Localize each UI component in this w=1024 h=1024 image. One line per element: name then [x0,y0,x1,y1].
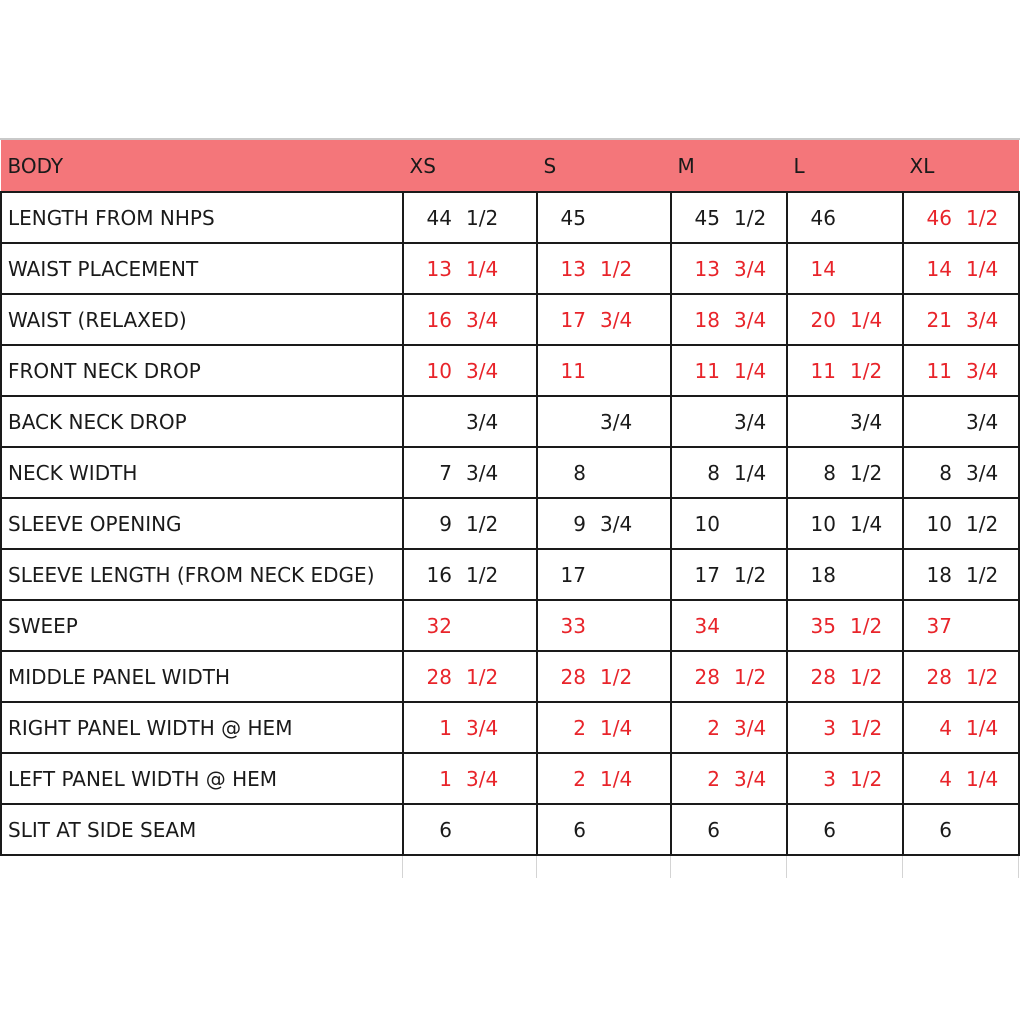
header-row [1,140,1019,192]
whole-inches: 17 [560,562,586,587]
value-cell-xl[interactable] [903,396,1019,447]
table-row [1,192,1019,243]
value-cell-xs[interactable] [403,804,537,855]
row-label-cell[interactable]: FRONT NECK DROP [1,345,403,396]
measurement-value [404,805,536,854]
value-cell-l[interactable] [787,651,903,702]
value-cell-s[interactable] [537,549,671,600]
measurement-value [788,193,902,242]
measurement-value [904,805,1018,854]
measurement-value [672,601,786,650]
whole-inches: 4 [939,766,952,791]
fraction-inches: 1/2 [466,562,499,587]
fraction-inches: 1/4 [966,256,999,281]
whole-inches: 8 [823,460,836,485]
row-label-cell[interactable]: WAIST (RELAXED) [1,294,403,345]
fraction-inches: 1/2 [466,511,499,536]
spec-sheet [0,138,1024,878]
whole-inches: 46 [810,205,836,230]
value-cell-s[interactable] [537,243,671,294]
whole-inches: 2 [707,766,720,791]
whole-inches: 14 [810,256,836,281]
measurement-value [672,652,786,701]
measurement-value [672,295,786,344]
measurement-value [672,397,786,446]
value-cell-xs[interactable] [403,192,537,243]
fraction-inches: 3/4 [600,511,633,536]
measurement-value [904,397,1018,446]
whole-inches: 21 [926,307,952,332]
measurement-value [788,601,902,650]
table-row [1,498,1019,549]
whole-inches: 13 [426,256,452,281]
whole-inches: 37 [926,613,952,638]
measurement-value [788,499,902,548]
value-cell-l[interactable] [787,600,903,651]
whole-inches: 18 [810,562,836,587]
value-cell-xs[interactable] [403,600,537,651]
measurement-value [404,346,536,395]
whole-inches: 28 [426,664,452,689]
measurement-value [788,754,902,803]
fraction-inches: 1/2 [600,664,633,689]
measurement-value [672,193,786,242]
value-cell-xs[interactable] [403,651,537,702]
whole-inches: 13 [560,256,586,281]
table-row [1,702,1019,753]
whole-inches: 17 [560,307,586,332]
measurement-value [538,397,670,446]
value-cell-xl[interactable] [903,804,1019,855]
value-cell-xl[interactable] [903,447,1019,498]
measurement-value [538,601,670,650]
fraction-inches: 1/4 [600,715,633,740]
whole-inches: 45 [694,205,720,230]
whole-inches: 46 [926,205,952,230]
fraction-inches: 1/2 [734,205,767,230]
whole-inches: 28 [926,664,952,689]
fraction-inches: 3/4 [466,715,499,740]
whole-inches: 14 [926,256,952,281]
value-cell-xl[interactable] [903,243,1019,294]
measurement-value [672,499,786,548]
measurement-value [672,448,786,497]
whole-inches: 16 [426,307,452,332]
header-cell-xl[interactable]: XL [903,140,1019,192]
fraction-inches: 1/2 [850,613,883,638]
measurement-value [672,754,786,803]
measurement-value [788,397,902,446]
table-row [1,549,1019,600]
whole-inches: 3 [823,766,836,791]
value-cell-s[interactable] [537,396,671,447]
value-cell-l[interactable] [787,702,903,753]
whole-inches: 9 [439,511,452,536]
value-cell-m[interactable] [671,447,787,498]
whole-inches: 11 [926,358,952,383]
value-cell-xs[interactable] [403,294,537,345]
value-cell-s[interactable] [537,804,671,855]
whole-inches: 17 [694,562,720,587]
whole-inches: 10 [694,511,720,536]
measurement-value [672,346,786,395]
value-cell-xl[interactable] [903,702,1019,753]
row-label-cell[interactable]: SLEEVE OPENING [1,498,403,549]
table-row [1,651,1019,702]
measurement-value [538,703,670,752]
whole-inches: 32 [426,613,452,638]
fraction-inches: 1/2 [734,664,767,689]
header-cell-m[interactable]: M [671,140,787,192]
measurement-value [904,601,1018,650]
fraction-inches: 3/4 [966,460,999,485]
value-cell-xl[interactable] [903,651,1019,702]
row-label-cell[interactable]: NECK WIDTH [1,447,403,498]
row-label-cell[interactable]: WAIST PLACEMENT [1,243,403,294]
row-label-cell[interactable]: LEFT PANEL WIDTH @ HEM [1,753,403,804]
whole-inches: 6 [707,817,720,842]
value-cell-s[interactable] [537,702,671,753]
fraction-inches: 1/2 [600,256,633,281]
value-cell-l[interactable] [787,753,903,804]
fraction-inches: 1/2 [734,562,767,587]
measurement-value [404,244,536,293]
measurement-value [904,499,1018,548]
value-cell-m[interactable] [671,396,787,447]
measurement-value [904,703,1018,752]
fraction-inches: 3/4 [734,409,767,434]
measurement-value [538,244,670,293]
measurement-value [672,805,786,854]
value-cell-l[interactable] [787,804,903,855]
measurement-value [538,805,670,854]
value-cell-l[interactable] [787,192,903,243]
measurement-value [788,550,902,599]
whole-inches: 7 [439,460,452,485]
whole-inches: 16 [426,562,452,587]
table-body [1,192,1019,855]
value-cell-l[interactable] [787,396,903,447]
measurement-value [904,244,1018,293]
table-row [1,804,1019,855]
measurement-value [672,244,786,293]
fraction-inches: 1/4 [966,715,999,740]
fraction-inches: 3/4 [466,358,499,383]
whole-inches: 3 [823,715,836,740]
value-cell-m[interactable] [671,651,787,702]
header-cell-xs[interactable]: XS [403,140,537,192]
row-label-cell[interactable]: LENGTH FROM NHPS [1,192,403,243]
value-cell-m[interactable] [671,294,787,345]
value-cell-l[interactable] [787,294,903,345]
measurement-value [538,499,670,548]
measurement-value [404,550,536,599]
fraction-inches: 1/2 [966,664,999,689]
measurement-value [904,448,1018,497]
value-cell-m[interactable] [671,753,787,804]
value-cell-l[interactable] [787,447,903,498]
row-label-cell[interactable]: RIGHT PANEL WIDTH @ HEM [1,702,403,753]
value-cell-s[interactable] [537,447,671,498]
fraction-inches: 1/4 [600,766,633,791]
fraction-inches: 1/2 [850,358,883,383]
value-cell-xl[interactable] [903,753,1019,804]
value-cell-xl[interactable] [903,192,1019,243]
value-cell-xs[interactable] [403,243,537,294]
measurement-value [904,193,1018,242]
value-cell-xl[interactable] [903,549,1019,600]
whole-inches: 4 [939,715,952,740]
fraction-inches: 3/4 [466,307,499,332]
fraction-inches: 1/2 [850,715,883,740]
fraction-inches: 3/4 [734,307,767,332]
gridline [402,856,403,878]
measurement-value [538,550,670,599]
value-cell-xs[interactable] [403,702,537,753]
measurement-value [788,652,902,701]
row-label-cell[interactable]: MIDDLE PANEL WIDTH [1,651,403,702]
header-cell-s[interactable]: S [537,140,671,192]
whole-inches: 11 [560,358,586,383]
value-cell-m[interactable] [671,498,787,549]
gridline [670,856,671,878]
measurement-value [538,652,670,701]
fraction-inches: 1/2 [966,562,999,587]
whole-inches: 10 [810,511,836,536]
value-cell-xl[interactable] [903,345,1019,396]
measurement-value [788,703,902,752]
measurement-value [404,499,536,548]
value-cell-xs[interactable] [403,753,537,804]
measurement-value [788,295,902,344]
value-cell-l[interactable] [787,345,903,396]
value-cell-s[interactable] [537,600,671,651]
fraction-inches: 1/2 [466,664,499,689]
measurement-value [404,448,536,497]
value-cell-m[interactable] [671,702,787,753]
row-label-cell[interactable]: SLIT AT SIDE SEAM [1,804,403,855]
fraction-inches: 3/4 [966,307,999,332]
fraction-inches: 3/4 [600,409,633,434]
value-cell-s[interactable] [537,753,671,804]
whole-inches: 6 [573,817,586,842]
row-label-cell[interactable]: SWEEP [1,600,403,651]
whole-inches: 1 [439,715,452,740]
measurement-value [404,652,536,701]
whole-inches: 8 [707,460,720,485]
whole-inches: 44 [426,205,452,230]
measurement-value [538,346,670,395]
measurement-value [672,703,786,752]
measurement-value [538,754,670,803]
whole-inches: 28 [560,664,586,689]
fraction-inches: 1/2 [966,511,999,536]
measurement-value [538,448,670,497]
measurement-value [538,193,670,242]
gridline [1018,856,1019,878]
gridline [786,856,787,878]
gridline [536,856,537,878]
whole-inches: 18 [926,562,952,587]
whole-inches: 35 [810,613,836,638]
measurement-value [904,754,1018,803]
header-cell-l[interactable]: L [787,140,903,192]
measurement-value [904,652,1018,701]
header-cell-body[interactable]: BODY [1,140,403,192]
size-spec-table [0,140,1020,856]
measurement-value [672,550,786,599]
gridline [902,856,903,878]
value-cell-s[interactable] [537,345,671,396]
measurement-value [788,346,902,395]
whole-inches: 2 [707,715,720,740]
value-cell-s[interactable] [537,192,671,243]
whole-inches: 2 [573,766,586,791]
measurement-value [404,193,536,242]
fraction-inches: 3/4 [466,460,499,485]
value-cell-xl[interactable] [903,600,1019,651]
whole-inches: 45 [560,205,586,230]
value-cell-m[interactable] [671,600,787,651]
value-cell-m[interactable] [671,345,787,396]
whole-inches: 10 [426,358,452,383]
measurement-value [788,448,902,497]
value-cell-xs[interactable] [403,549,537,600]
fraction-inches: 1/2 [850,766,883,791]
whole-inches: 6 [939,817,952,842]
whole-inches: 6 [823,817,836,842]
whole-inches: 6 [439,817,452,842]
row-label-cell[interactable]: BACK NECK DROP [1,396,403,447]
fraction-inches: 1/2 [966,205,999,230]
value-cell-xl[interactable] [903,498,1019,549]
table-row [1,345,1019,396]
measurement-value [788,244,902,293]
table-row [1,753,1019,804]
fraction-inches: 3/4 [466,766,499,791]
measurement-value [404,601,536,650]
fraction-inches: 1/4 [734,358,767,383]
table-row [1,447,1019,498]
fraction-inches: 3/4 [966,358,999,383]
whole-inches: 28 [694,664,720,689]
value-cell-l[interactable] [787,549,903,600]
measurement-value [404,295,536,344]
value-cell-l[interactable] [787,243,903,294]
value-cell-m[interactable] [671,804,787,855]
fraction-inches: 1/2 [850,460,883,485]
value-cell-s[interactable] [537,294,671,345]
value-cell-xs[interactable] [403,447,537,498]
measurement-value [904,295,1018,344]
fraction-inches: 1/4 [850,511,883,536]
whole-inches: 13 [694,256,720,281]
measurement-value [538,295,670,344]
measurement-value [904,346,1018,395]
fraction-inches: 3/4 [850,409,883,434]
value-cell-l[interactable] [787,498,903,549]
measurement-value [904,550,1018,599]
fraction-inches: 1/2 [850,664,883,689]
fraction-inches: 1/4 [966,766,999,791]
whole-inches: 10 [926,511,952,536]
whole-inches: 33 [560,613,586,638]
whole-inches: 20 [810,307,836,332]
table-row [1,294,1019,345]
fraction-inches: 3/4 [734,766,767,791]
value-cell-xs[interactable] [403,396,537,447]
fraction-inches: 1/4 [734,460,767,485]
whole-inches: 34 [694,613,720,638]
whole-inches: 8 [573,460,586,485]
value-cell-s[interactable] [537,498,671,549]
measurement-value [404,397,536,446]
whole-inches: 11 [810,358,836,383]
whole-inches: 1 [439,766,452,791]
table-row [1,600,1019,651]
fraction-inches: 3/4 [734,256,767,281]
measurement-value [788,805,902,854]
value-cell-xs[interactable] [403,345,537,396]
value-cell-m[interactable] [671,243,787,294]
value-cell-s[interactable] [537,651,671,702]
whole-inches: 18 [694,307,720,332]
whole-inches: 11 [694,358,720,383]
fraction-inches: 1/4 [466,256,499,281]
fraction-inches: 3/4 [600,307,633,332]
value-cell-m[interactable] [671,192,787,243]
value-cell-m[interactable] [671,549,787,600]
fraction-inches: 1/2 [466,205,499,230]
whole-inches: 9 [573,511,586,536]
row-label-cell[interactable]: SLEEVE LENGTH (FROM NECK EDGE) [1,549,403,600]
fraction-inches: 3/4 [466,409,499,434]
sheet-bottom-gridlines [0,856,1020,878]
fraction-inches: 3/4 [734,715,767,740]
whole-inches: 28 [810,664,836,689]
measurement-value [404,703,536,752]
measurement-value [404,754,536,803]
fraction-inches: 3/4 [966,409,999,434]
whole-inches: 2 [573,715,586,740]
table-row [1,243,1019,294]
whole-inches: 8 [939,460,952,485]
fraction-inches: 1/4 [850,307,883,332]
value-cell-xs[interactable] [403,498,537,549]
value-cell-xl[interactable] [903,294,1019,345]
table-row [1,396,1019,447]
